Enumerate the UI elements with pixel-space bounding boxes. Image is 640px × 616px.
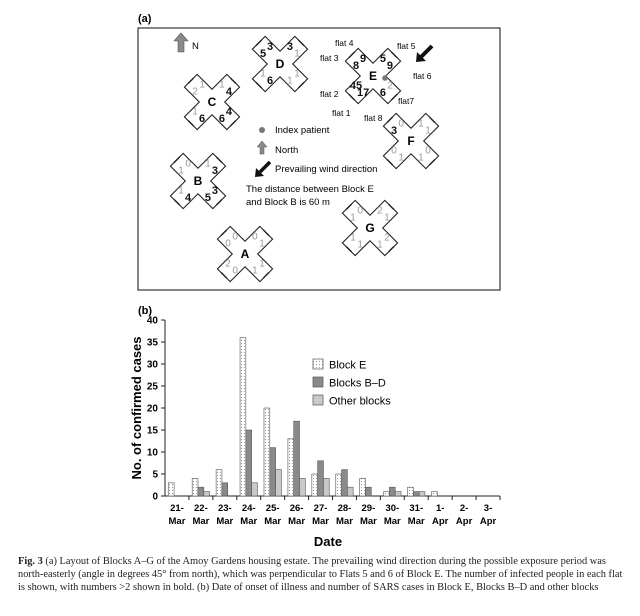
flat-count: 0 [391,145,397,157]
flat-count: 2 [384,232,390,244]
bar-light [323,478,329,496]
panel-b-label: (b) [138,305,153,317]
bar-dots [384,492,390,496]
flat-count: 45 [349,79,363,92]
bar-dark [342,470,348,496]
y-tick-label: 40 [146,315,158,327]
legend-index-patient: Index patient [275,125,330,136]
panel-b-chart [0,300,640,550]
x-tick-label: Apr [431,516,449,527]
x-tick-label: 30- [385,503,400,514]
flat-count: 1 [259,258,265,270]
bar-dots [168,483,174,496]
y-tick-label: 0 [152,491,158,503]
flat-count: 5 [259,48,267,61]
legend-swatch [313,395,323,405]
flat-count: 0 [357,205,363,217]
flat-count: 6 [379,86,386,99]
bar-dark [294,421,300,496]
flat-label: flat 6 [413,71,432,81]
flat-count: 1 [294,68,300,80]
flat-count: 1 [178,165,184,177]
flat-count: 5 [379,53,386,66]
flat-count: 0 [398,118,404,130]
x-tick-label: Mar [288,516,306,527]
flat-count: 0 [185,158,191,170]
flat-label: flat 1 [332,108,351,118]
wind-direction-arrow-icon [416,46,432,62]
flat-count: 2 [387,80,393,92]
bar-dark [198,487,204,496]
bar-dark [222,483,228,496]
block-f [369,99,454,184]
index-patient-dot [382,75,388,81]
block-label: F [407,134,415,148]
block-g [328,186,413,271]
housing-blocks [156,22,454,297]
flat-count: 1 [199,79,205,91]
bar-dots [288,439,294,496]
x-tick-label: 22- [194,503,208,514]
figure-caption [18,555,624,595]
flat-count: 9 [360,53,367,66]
legend-label: Block E [329,359,367,372]
chart-legend [308,356,404,414]
flat-count: 8 [352,60,360,73]
flat-count: 1 [192,106,198,118]
legend-label: Other blocks [329,395,391,408]
north-label: N [192,41,199,52]
flat-count: 3 [390,125,398,138]
bar-dots [264,408,270,496]
x-tick-label: 29- [361,503,376,514]
block-a [203,212,288,297]
bar-dark [270,448,276,496]
flat-count: 0 [232,265,238,277]
flat-count: 4 [225,105,233,118]
flat-count: 1 [205,158,211,170]
panel-a-layout-map [0,0,640,300]
flat-label: flat 5 [397,41,416,51]
y-tick-label: 5 [152,469,158,481]
legend-north: North [275,145,299,156]
legend-wind: Prevailing wind direction [275,164,378,175]
flat-count: 0 [225,238,231,250]
flat-count: 6 [199,112,206,125]
block-label: B [193,174,203,188]
legend-swatch [313,377,323,387]
legend-distance-line1: The distance between Block E [246,184,374,195]
flat-count: 2 [192,86,198,98]
map-frame [138,28,500,290]
flat-count: 1 [350,232,356,244]
bar-dots [216,470,222,496]
y-tick-label: 20 [146,403,158,415]
flat-count: 1 [287,75,293,87]
block-label: A [240,247,250,261]
x-axis-label: Date [313,534,343,549]
block-label: C [207,95,217,109]
y-tick-label: 30 [146,359,158,371]
x-tick-label: 2- [459,503,469,514]
flat-count: 1 [350,212,356,224]
x-tick-label: 27- [313,503,328,514]
x-tick-label: Mar [216,516,234,527]
legend-distance-line2: and Block B is 60 m [246,197,330,208]
bar-dark [246,430,252,496]
flat-label: flat 8 [364,113,383,123]
legend-north-arrow-icon [257,141,267,154]
bar-dark [365,487,371,496]
bar-dots [192,478,198,496]
flat-count: 1 [398,152,404,164]
flat-count: 17 [356,86,370,99]
flat-count: 0 [232,231,238,243]
x-tick-label: 23- [217,503,232,514]
bar-dark [413,492,419,496]
x-tick-label: Mar [312,516,329,527]
bar-dots [336,474,342,496]
flat-count: 1 [178,185,184,197]
flat-count: 3 [211,184,219,197]
flat-count: 3 [211,165,219,178]
legend-wind-arrow-icon [255,162,270,177]
north-arrow-icon [174,33,188,52]
flat-count: 5 [204,191,211,204]
flat-count: 1 [219,79,225,91]
flat-count: 1 [418,118,424,130]
bar-dots [312,474,318,496]
bar-light [347,487,353,496]
index-patient-dot-icon [259,127,265,133]
bar-dark [389,487,395,496]
flat-count: 6 [267,74,274,87]
x-tick-label: 25- [265,503,280,514]
flat-count: 1 [260,68,266,80]
flat-count: 0 [252,231,258,243]
y-tick-label: 25 [146,381,158,393]
block-c [170,60,255,145]
x-tick-label: 21- [170,503,184,514]
flat-count: 1 [384,212,390,224]
x-tick-label: Apr [479,516,497,527]
legend-label: Blocks B–D [329,377,386,390]
bar-light [419,492,425,496]
flat-count: 1 [377,239,383,251]
bar-light [395,492,401,496]
panel-a-label: (a) [138,13,152,25]
x-tick-label: 26- [289,503,304,514]
flat-count: 3 [286,41,293,54]
bar-dots [360,478,366,496]
flat-count: 1 [259,238,265,250]
flat-count: 1 [252,265,258,277]
bar-dots [408,487,414,496]
x-tick-label: Apr [455,516,473,527]
bar-light [300,478,306,496]
x-tick-label: Mar [168,516,186,527]
bar-dots [240,338,246,496]
flat-label: flat7 [398,96,415,106]
bar-dark [318,461,324,496]
legend-swatch [313,359,323,369]
flat-label: flat 4 [335,38,354,48]
bar-light [276,470,282,496]
y-axis-label: No. of confirmed cases [129,336,144,480]
x-tick-label: Mar [192,516,210,527]
x-tick-label: Mar [240,516,258,527]
y-tick-label: 10 [146,447,158,459]
bar-light [204,492,210,496]
x-tick-label: Mar [264,516,282,527]
flat-count: 1 [357,239,363,251]
block-label: D [275,57,285,71]
flat-count: 3 [267,41,274,54]
x-tick-label: 28- [337,503,352,514]
x-tick-label: 1- [435,503,445,514]
flat-count: 2 [377,205,383,217]
bar-dots [431,492,437,496]
block-d [238,22,323,107]
flat-count: 4 [225,86,233,99]
flat-count: 1 [418,152,424,164]
x-tick-label: 31- [409,503,424,514]
block-b [156,139,241,224]
x-tick-label: Mar [336,516,353,527]
bar-light [252,483,258,496]
flat-label: flat 2 [320,89,339,99]
flat-count: 0 [425,145,431,157]
flat-count: 6 [218,112,225,125]
flat-count: 1 [294,48,300,60]
x-tick-label: Mar [383,516,401,527]
y-tick-label: 35 [146,337,158,349]
x-tick-label: 24- [241,503,256,514]
flat-count: 1 [425,125,431,137]
flat-count: 9 [386,60,394,73]
block-label: G [365,221,375,235]
x-tick-label: Mar [407,516,425,527]
caption-text: (a) Layout of Blocks A–G of the Amoy Gardens housing estate. The prevailing wind direction during the possible exposure period was north-easterly (angle in degrees 45° from north), which was perpendicular to Flats 5 and 6 of Block E. The number of infected people in each flat is shown, with numbers >2 shown in bold. (b) Date of onset of illness and number of SARS cases in Block E, Blocks B–D and other blocks [18,556,623,594]
x-tick-label: Mar [359,516,377,527]
caption-fig-label: Fig. 3 [18,556,43,567]
flat-count: 4 [185,191,192,204]
flat-label: flat 3 [320,53,339,63]
flat-count: 2 [225,258,231,270]
x-tick-label: 3- [483,503,493,514]
y-tick-label: 15 [146,425,158,437]
block-label: E [368,69,378,83]
